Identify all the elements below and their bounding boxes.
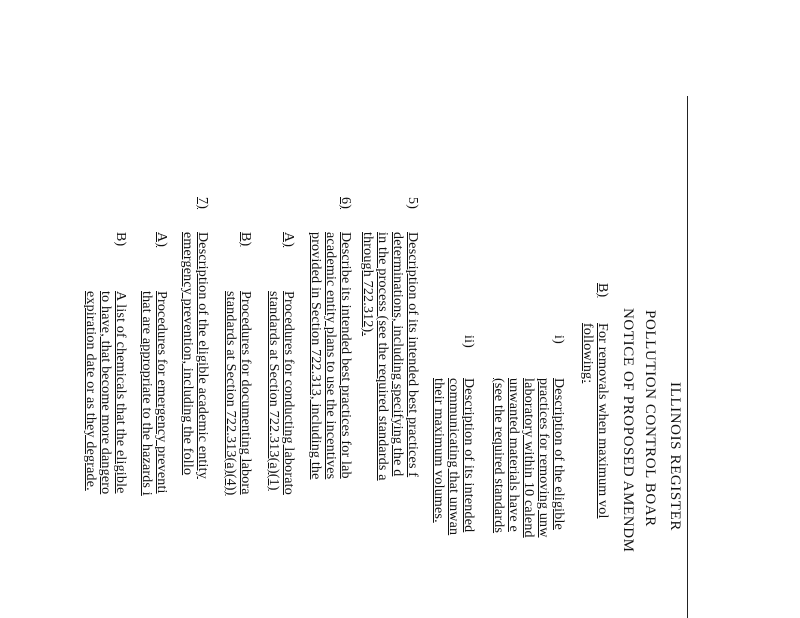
section-6-a-line-2: standards at Section 722.313(a)(1) (266, 291, 281, 491)
item-b-ii-line-1: Description of its intended (461, 378, 476, 533)
item-b-i-line-2: practices for removing unw (536, 378, 551, 538)
section-7-line-1: Description of the eligible academic entity (195, 232, 210, 479)
item-b-line-2: following: (580, 323, 595, 384)
section-7-a-line-1: Procedures for emergency preventi (154, 291, 169, 494)
section-5-line-3: in the process (see the required standards a (375, 232, 390, 481)
section-6-line-3: provided in Section 722.313, including the (308, 232, 323, 480)
section-5-line-4: through 722.312). (360, 232, 375, 337)
item-b-i-line-5: (see the required standards (491, 378, 506, 534)
header-register-title: ILLINOIS REGISTER (667, 382, 683, 531)
section-5-marker: 5) (405, 197, 420, 210)
header-board-title: POLLUTION CONTROL BOAR (642, 310, 658, 527)
section-7-line-2: emergency prevention, including the follo (180, 232, 195, 476)
section-7-marker: 7) (195, 197, 210, 210)
item-b-marker: B) (595, 283, 610, 298)
item-b-i-line-1: Description of the eligible (551, 378, 566, 530)
section-6-line-1: Describe its intended best practices for lab (338, 232, 353, 479)
section-5-line-1: Description of its intended best practices f (405, 232, 420, 478)
header-rule (687, 96, 688, 618)
item-b-ii-line-2: communicating that unwan (446, 378, 461, 536)
section-6-a-marker: A) (281, 232, 296, 248)
section-5-line-2: determinations, including specifying the d (390, 232, 405, 477)
section-6-b-marker: B) (238, 232, 253, 247)
section-6-a-line-1: Procedures for conducting laborato (281, 291, 296, 495)
item-b-i-line-4: unwanted materials have e (506, 378, 521, 532)
section-6-b-line-1: Procedures for documenting labora (238, 291, 253, 495)
item-b-i-line-3: laboratory within 10 calend (521, 378, 536, 538)
section-6-marker: 6) (338, 197, 353, 210)
section-7-b-line-1: A list of chemicals that the eligible (113, 291, 128, 494)
item-b-i-marker: i) (551, 335, 566, 344)
header-notice-title: NOTICE OF PROPOSED AMENDM (620, 308, 636, 553)
section-7-b-line-2: to have, that become more dangero (98, 291, 113, 495)
section-7-a-marker: A) (154, 232, 169, 248)
section-6-line-2: academic entity plans to use the incentives (323, 232, 338, 480)
section-7-a-line-2: that are appropriate to the hazards i (139, 291, 154, 496)
item-b-line-1: For removals when maximum vol (595, 323, 610, 519)
section-6-b-line-2: standards at Section 722.313(a)(4)) (223, 291, 238, 496)
item-b-ii-marker: ii) (461, 335, 476, 349)
section-7-b-marker: B) (113, 232, 128, 247)
section-7-b-line-3: expiration date or as they degrade. (83, 291, 98, 491)
item-b-ii-line-3: their maximum volumes. (431, 378, 446, 523)
